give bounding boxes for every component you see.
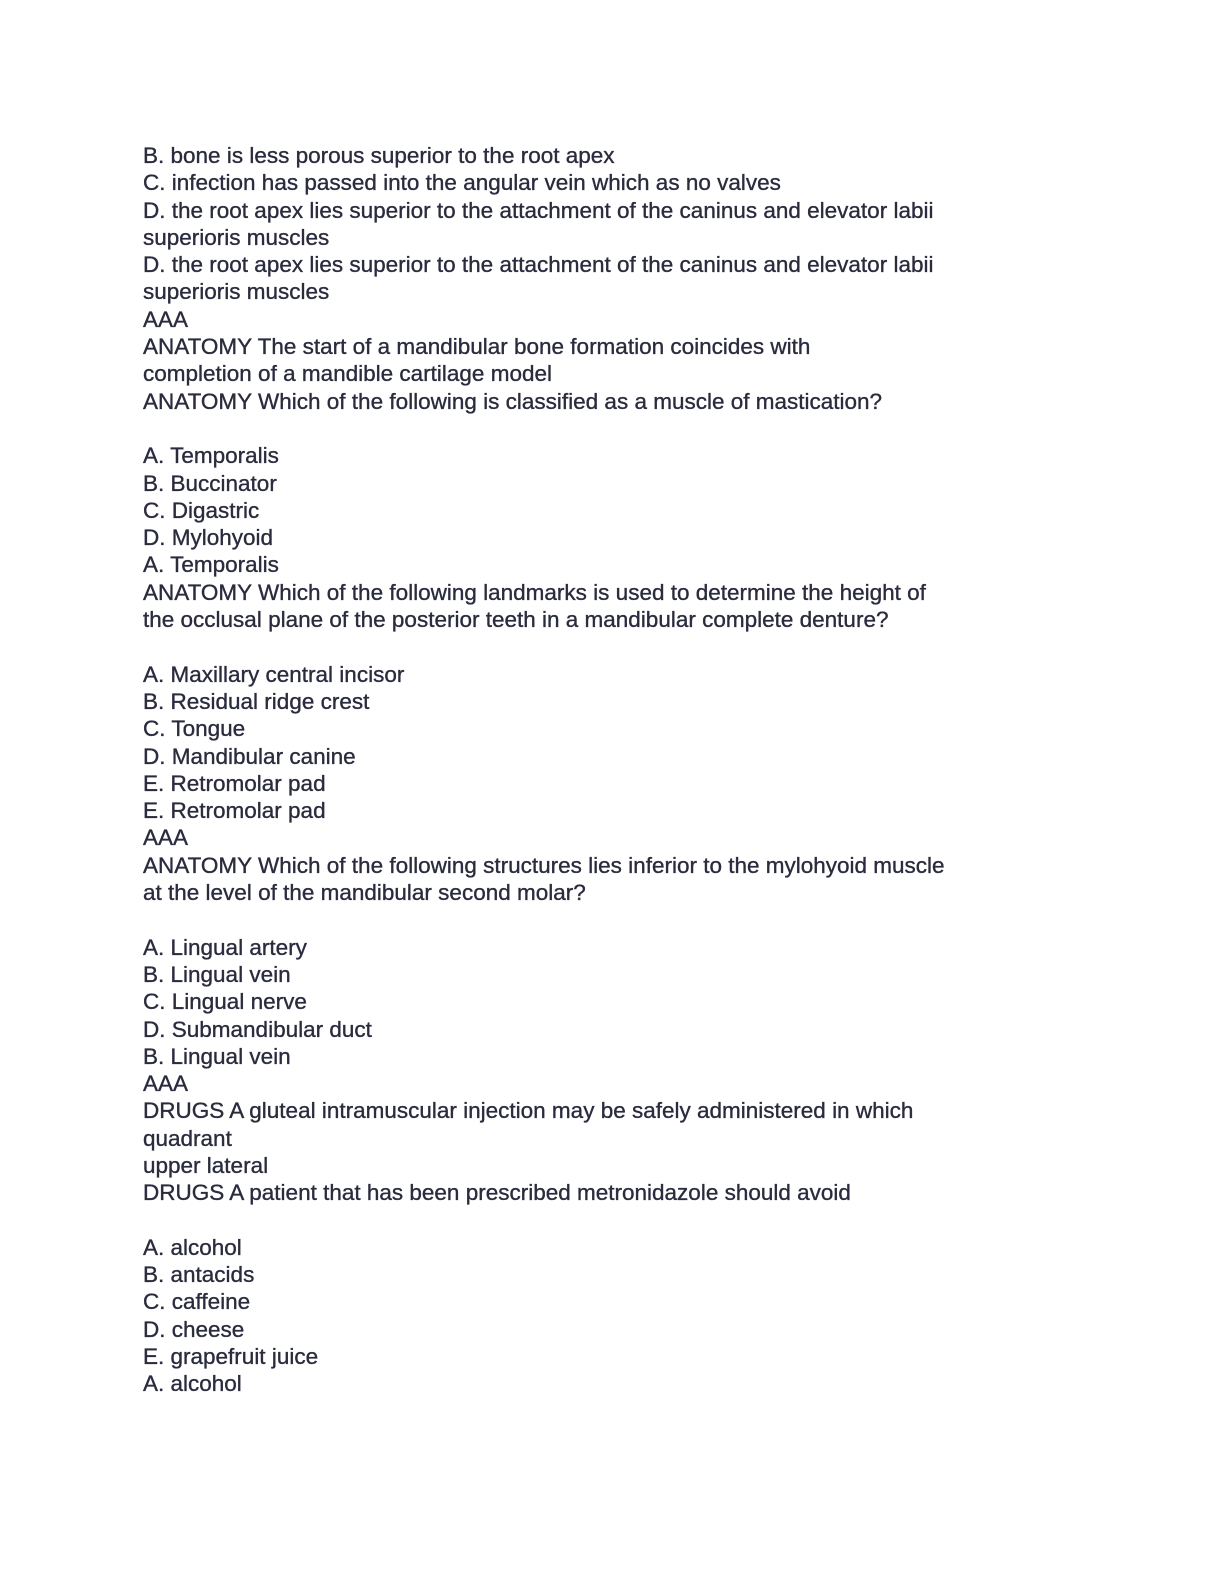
text-line: superioris muscles bbox=[143, 224, 330, 250]
text-line: C. infection has passed into the angular vein which as no valves bbox=[143, 170, 781, 196]
blank-line bbox=[143, 1207, 1083, 1234]
document-body bbox=[143, 142, 1083, 1398]
text-line: DRUGS A patient that has been prescribed metronidazole should avoid bbox=[143, 1180, 851, 1206]
text-line: AAA bbox=[143, 1071, 189, 1097]
text-line: E. grapefruit juice bbox=[143, 1344, 319, 1370]
text-line: B. Lingual vein bbox=[143, 1043, 291, 1069]
blank-line bbox=[143, 906, 1083, 933]
text-line: ANATOMY Which of the following landmarks is used to determine the height of bbox=[143, 579, 926, 605]
text-line: at the level of the mandibular second molar? bbox=[143, 880, 586, 906]
text-line: A. alcohol bbox=[143, 1234, 242, 1260]
text-line: quadrant bbox=[143, 1125, 232, 1151]
text-line: completion of a mandible cartilage model bbox=[143, 361, 552, 387]
text-line: C. Tongue bbox=[143, 716, 246, 742]
text-line: B. Buccinator bbox=[143, 470, 277, 496]
text-line: upper lateral bbox=[143, 1152, 269, 1178]
blank-line bbox=[143, 415, 1083, 442]
text-line: D. the root apex lies superior to the attachment of the caninus and elevator labii bbox=[143, 197, 934, 223]
text-line: AAA bbox=[143, 306, 189, 332]
text-line: A. Temporalis bbox=[143, 443, 279, 469]
text-line: D. Submandibular duct bbox=[143, 1016, 372, 1042]
text-line: E. Retromolar pad bbox=[143, 798, 326, 824]
text-line: D. Mandibular canine bbox=[143, 743, 356, 769]
text-line: ANATOMY The start of a mandibular bone formation coincides with bbox=[143, 334, 811, 360]
text-line: D. Mylohyoid bbox=[143, 525, 274, 551]
text-line: B. Lingual vein bbox=[143, 961, 291, 987]
text-line: ANATOMY Which of the following structures lies inferior to the mylohyoid muscle bbox=[143, 852, 945, 878]
text-line: E. Retromolar pad bbox=[143, 770, 326, 796]
text-line: the occlusal plane of the posterior teeth in a mandibular complete denture? bbox=[143, 607, 889, 633]
text-line: A. Maxillary central incisor bbox=[143, 661, 405, 687]
text-line: DRUGS A gluteal intramuscular injection may be safely administered in which bbox=[143, 1098, 914, 1124]
text-line: D. cheese bbox=[143, 1316, 245, 1342]
text-line: B. bone is less porous superior to the root apex bbox=[143, 143, 615, 168]
text-line: superioris muscles bbox=[143, 279, 330, 305]
text-line: C. caffeine bbox=[143, 1289, 251, 1315]
text-line: B. antacids bbox=[143, 1262, 255, 1288]
text-line: B. Residual ridge crest bbox=[143, 688, 370, 714]
text-line: A. Temporalis bbox=[143, 552, 279, 578]
text-line: C. Digastric bbox=[143, 497, 260, 523]
text-line: D. the root apex lies superior to the attachment of the caninus and elevator labii bbox=[143, 252, 934, 278]
text-line: A. alcohol bbox=[143, 1371, 242, 1397]
text-line: ANATOMY Which of the following is classified as a muscle of mastication? bbox=[143, 388, 883, 414]
text-line: C. Lingual nerve bbox=[143, 989, 307, 1015]
blank-line bbox=[143, 633, 1083, 660]
text-line: AAA bbox=[143, 825, 189, 851]
text-line: A. Lingual artery bbox=[143, 934, 307, 960]
